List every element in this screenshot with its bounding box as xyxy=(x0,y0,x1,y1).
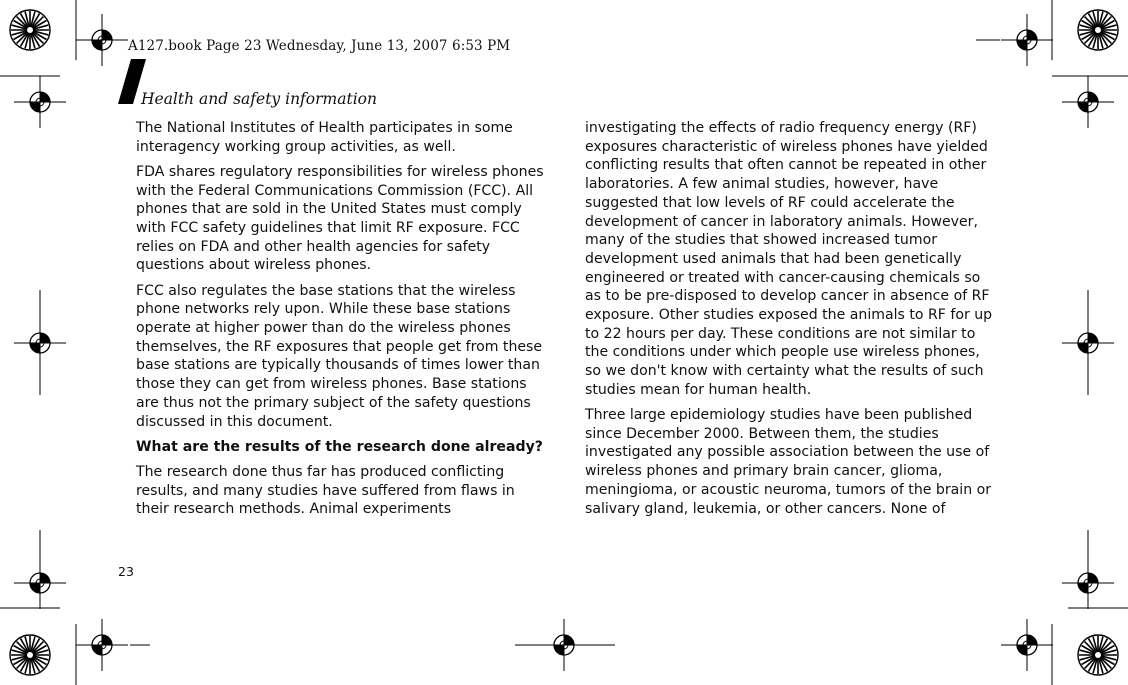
question-heading: What are the results of the research done already? xyxy=(136,438,543,455)
star-target-bottom-right xyxy=(1078,635,1118,675)
registration-mark-top-left xyxy=(76,14,128,66)
left-column xyxy=(136,119,548,526)
registration-mark-left-lower xyxy=(14,557,66,609)
registration-mark-top-right xyxy=(1001,14,1053,66)
registration-mark-right-upper xyxy=(1062,76,1114,128)
registration-mark-right-lower xyxy=(1062,557,1114,609)
print-slug: A127.book Page 23 Wednesday, June 13, 2007 6:53 PM xyxy=(128,38,511,54)
paragraph-base-stations: FCC also regulates the base stations that the wireless phone networks rely upon. While these base stations operate at higher power than do the wireless phones themselves, the RF exposures that people get from these base stations are typically thousands of times lower than those they can get from wireless phones. Base stations are thus not the primary subject of the safety questions discussed in this document. xyxy=(136,282,543,430)
paragraph-epidemiology: Three large epidemiology studies have been published since December 2000. Between them, the studies investigated any possible association between the use of wireless phones and primary brain cancer, glioma, meningioma, or acoustic neuroma, tumors of the brain or salivary gland, leukemia, or other cancers. None of xyxy=(585,407,992,517)
registration-mark-left-upper xyxy=(14,76,66,128)
section-title: Health and safety information xyxy=(141,90,377,108)
paragraph-nih: The National Institutes of Health participates in some interagency working group activities, as well. xyxy=(136,120,513,155)
registration-mark-bottom-left xyxy=(76,619,128,671)
star-target-top-right xyxy=(1078,10,1118,50)
paragraph-animal-studies: investigating the effects of radio frequency energy (RF) exposures characteristic of wireless phones have yielded conflicting results that often cannot be repeated in other laboratories. A few animal studies, however, have suggested that low levels of RF could accelerate the development of cancer in laboratory animals. However, many of the studies that showed increased tumor development used animals that had been genetically engineered or treated with cancer-causing chemicals so as to be pre-disposed to develop cancer in absence of RF exposure. Other studies exposed the animals to RF for up to 22 hours per day. These conditions are not similar to the conditions under which people use wireless phones, so we don't know with certainty what the results of such studies mean for human health. xyxy=(585,120,993,398)
registration-mark-bottom-right xyxy=(1001,619,1053,671)
page-number: 23 xyxy=(118,564,134,579)
star-target-bottom-left xyxy=(10,635,50,675)
paragraph-fda-fcc: FDA shares regulatory responsibilities for wireless phones with the Federal Communications Commission (FCC). All phones that are sold in the United States must comply with FCC safety guidelines that limit RF exposure. FCC relies on FDA and other health agencies for safety questions about wireless phones. xyxy=(136,163,544,274)
right-column xyxy=(585,119,997,525)
paragraph-research-results: The research done thus far has produced conflicting results, and many studies have suffered from flaws in their research methods. Animal experiments xyxy=(136,463,515,518)
star-target-top-left xyxy=(10,10,50,50)
